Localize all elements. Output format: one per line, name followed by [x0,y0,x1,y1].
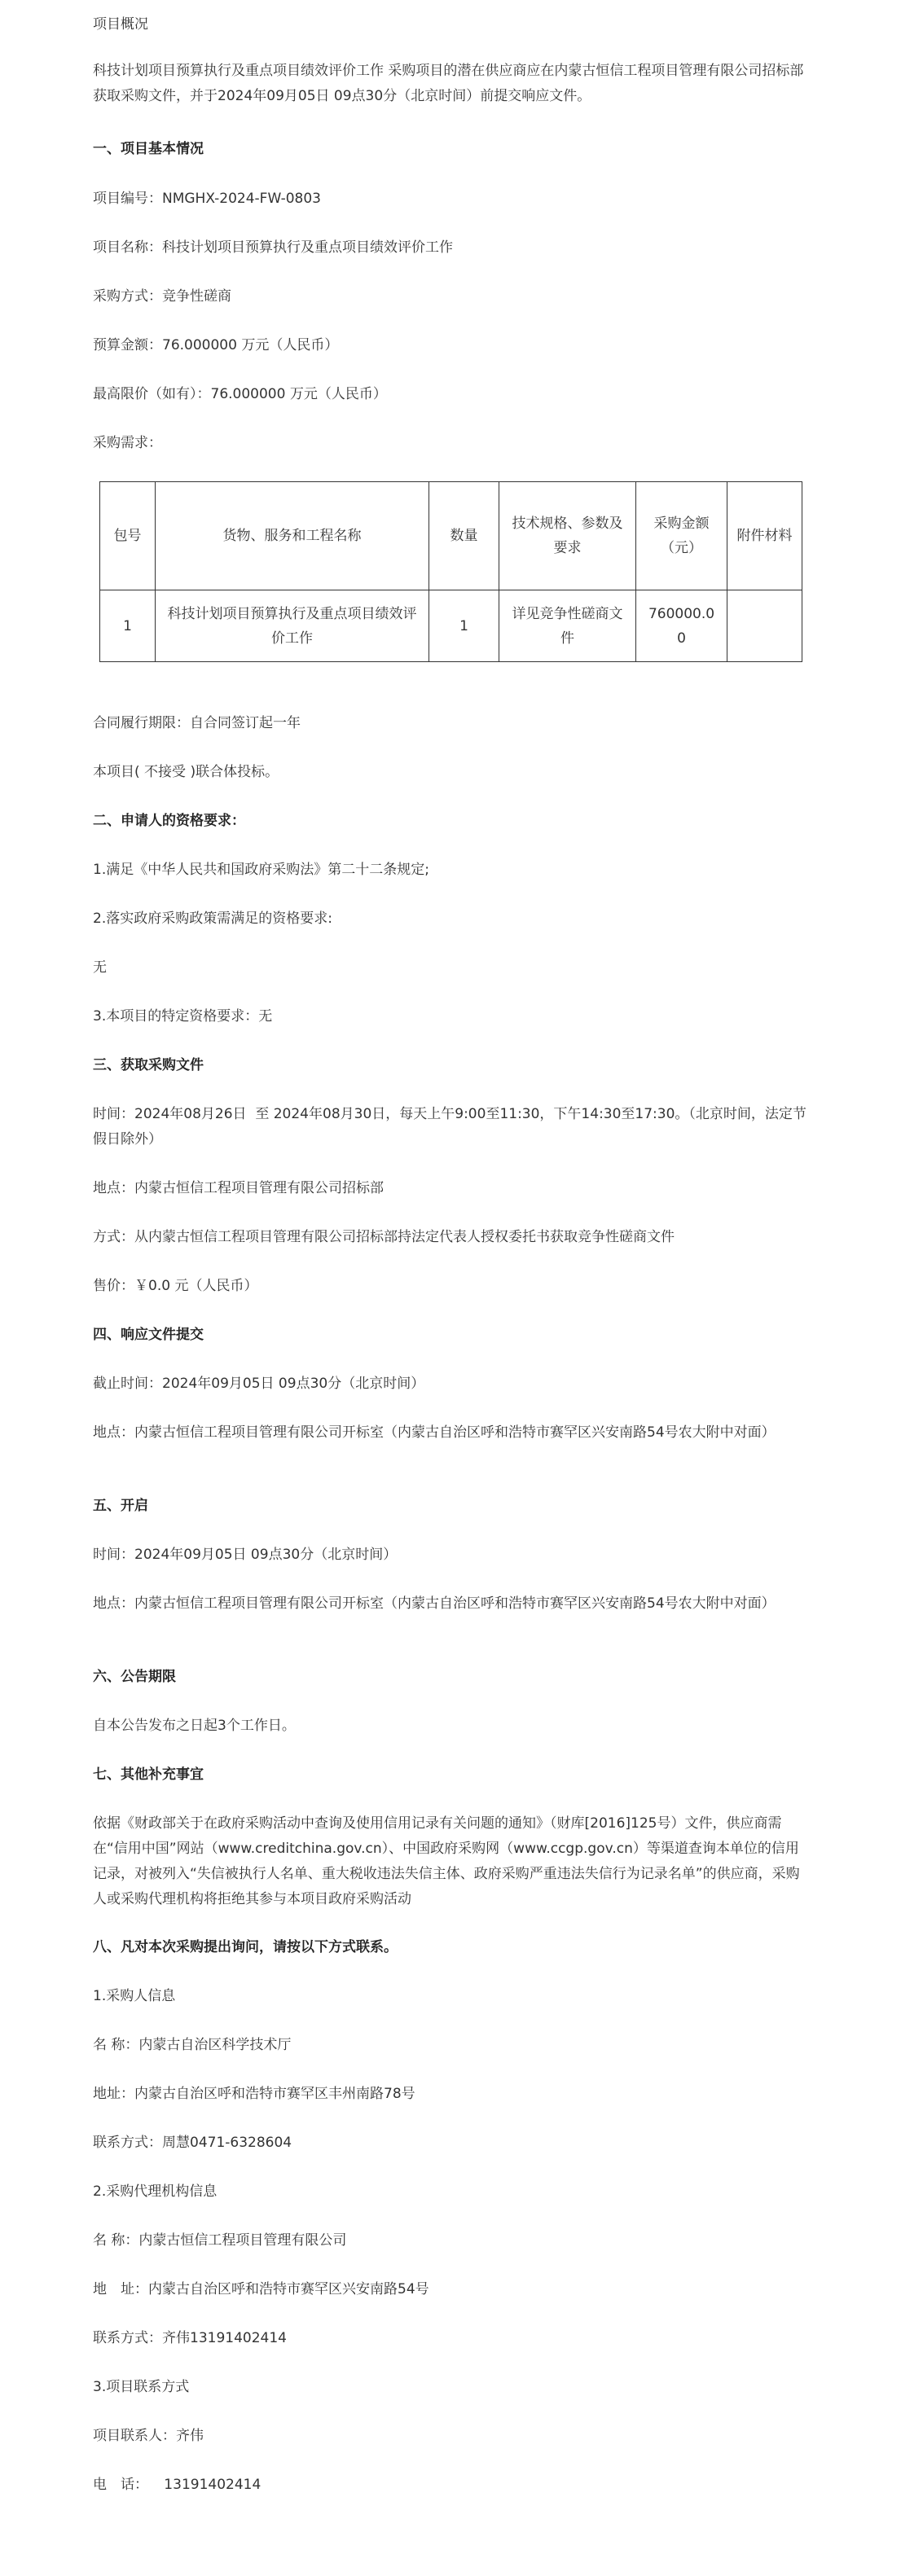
obtain-way: 方式：从内蒙古恒信工程项目管理有限公司招标部持法定代表人授权委托书获取竞争性磋商文件 [93,1229,675,1245]
opening-place: 地点：内蒙古恒信工程项目管理有限公司开标室（内蒙古自治区呼和浩特市赛罕区兴安南路54号农大附中对面） [93,1595,776,1612]
buyer-name: 名 称：内蒙古自治区科学技术厅 [93,2037,292,2053]
table-cell: 1 [100,590,156,662]
agency-info-title: 2.采购代理机构信息 [93,2183,218,2200]
project-contact-person: 项目联系人：齐伟 [93,2428,204,2444]
obtain-time: 时间：2024年08月26日 至 2024年08月30日，每天上午9:00至11:30，下午14:30至17:30。（北京时间，法定节假日除外） [93,1106,807,1148]
consortium-note: 本项目( 不接受 )联合体投标。 [93,764,279,780]
obtain-price: 售价：￥0.0 元（人民币） [93,1278,258,1294]
submission-deadline: 截止时间：2024年09月05日 09点30分（北京时间） [93,1376,425,1392]
table-row [100,590,802,662]
submission-place: 地点：内蒙古恒信工程项目管理有限公司开标室（内蒙古自治区呼和浩特市赛罕区兴安南路54号农大附中对面） [93,1424,776,1441]
agency-name: 名 称：内蒙古恒信工程项目管理有限公司 [93,2232,347,2249]
section8-heading: 八、凡对本次采购提出询问，请按以下方式联系。 [93,1939,398,1955]
buyer-address: 地址：内蒙古自治区呼和浩特市赛罕区丰州南路78号 [93,2086,415,2102]
project-number: 项目编号：NMGHX-2024-FW-0803 [93,191,321,207]
section1-heading: 一、项目基本情况 [93,141,204,157]
announcement-period: 自本公告发布之日起3个工作日。 [93,1718,296,1734]
requirements-table [99,481,802,662]
buyer-contact: 联系方式：周慧0471-6328604 [93,2135,292,2151]
procurement-method: 采购方式：竞争性磋商 [93,288,231,305]
opening-time: 时间：2024年09月05日 09点30分（北京时间） [93,1547,398,1563]
project-name: 项目名称：科技计划项目预算执行及重点项目绩效评价工作 [93,239,453,256]
table-header-row [100,482,802,590]
section7-heading: 七、其他补充事宜 [93,1766,204,1783]
max-price: 最高限价（如有）：76.000000 万元（人民币） [93,386,387,402]
table-cell: 1 [429,590,499,662]
qualification-item-3: 3.本项目的特定资格要求：无 [93,1008,273,1025]
overview-title: 项目概况 [93,16,148,33]
contract-period: 合同履行期限：自合同签订起一年 [93,715,301,731]
agency-address: 地 址：内蒙古自治区呼和浩特市赛罕区兴安南路54号 [93,2281,429,2297]
overview-text: 科技计划项目预算执行及重点项目绩效评价工作 采购项目的潜在供应商应在内蒙古恒信工程项目管理有限公司招标部获取采购文件，并于2024年09月05日 09点30分（北京时间）前提交响应文件。 [93,63,804,104]
table-header-cell: 数量 [429,482,499,590]
obtain-place: 地点：内蒙古恒信工程项目管理有限公司招标部 [93,1180,384,1196]
qualification-item-1: 1.满足《中华人民共和国政府采购法》第二十二条规定; [93,862,429,878]
agency-contact: 联系方式：齐伟13191402414 [93,2330,287,2346]
section2-heading: 二、申请人的资格要求： [93,813,245,829]
buyer-info-title: 1.采购人信息 [93,1988,176,2004]
qualification-item-2: 2.落实政府采购政策需满足的资格要求: [93,911,332,927]
section4-heading: 四、响应文件提交 [93,1327,204,1343]
section6-heading: 六、公告期限 [93,1669,176,1685]
table-cell: 科技计划项目预算执行及重点项目绩效评价工作 [156,590,429,662]
qualification-item-2-value: 无 [93,959,107,976]
table-cell: 760000.00 [636,590,727,662]
table-cell: 详见竞争性磋商文件 [499,590,636,662]
supplementary-text: 依据《财政部关于在政府采购活动中查询及使用信用记录有关问题的通知》（财库[2016]125号）文件，供应商需在“信用中国”网站（www.creditchina.gov.cn）、中国政府采购网（www.ccgp.gov.cn）等渠道查询本单位的信用记录，对被列入“失信被执行人名单、重大税收违法失信主体、政府采购严重违法失信行为记录名单”的供应商，采购人或采购代理机构将拒绝其参与本项目政府采购活动 [93,1815,800,1907]
project-contact-title: 3.项目联系方式 [93,2379,190,2395]
table-header-cell: 包号 [100,482,156,590]
table-header-cell: 采购金额（元） [636,482,727,590]
demand-label: 采购需求： [93,435,162,451]
table-header-cell: 技术规格、参数及要求 [499,482,636,590]
project-contact-phone: 电 话： 13191402414 [93,2477,262,2493]
section5-heading: 五、开启 [93,1498,148,1514]
table-header-cell: 附件材料 [727,482,802,590]
budget-amount: 预算金额：76.000000 万元（人民币） [93,337,339,353]
table-cell [727,590,802,662]
table-header-cell: 货物、服务和工程名称 [156,482,429,590]
section3-heading: 三、获取采购文件 [93,1057,204,1073]
